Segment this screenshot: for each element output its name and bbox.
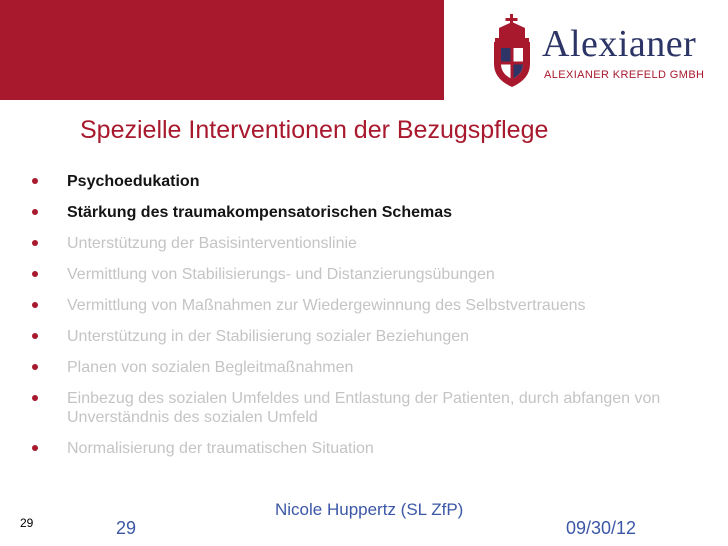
bullet-list — [30, 172, 710, 470]
bullet-text: Stärkung des traumakompensatorischen Schemas — [67, 204, 453, 221]
bullet-icon — [32, 178, 38, 184]
slide-title: Spezielle Interventionen der Bezugspflege — [80, 116, 549, 144]
bullet-text: Einbezug des sozialen Umfeldes und Entlastung der Patienten, durch abfangen von Unverständnis des sozialen Umfeld — [67, 390, 661, 426]
bullet-text: Vermittlung von Stabilisierungs- und Distanzierungsübungen — [67, 266, 495, 283]
bullet-icon — [32, 271, 38, 277]
bullet-icon — [32, 364, 38, 370]
church-crest-icon — [486, 14, 538, 90]
logo-subtitle: ALEXIANER KREFELD GMBH — [544, 69, 705, 81]
bullet-item — [30, 203, 710, 222]
bullet-text: Psychoedukation — [67, 173, 200, 190]
bullet-icon — [32, 209, 38, 215]
bullet-icon — [32, 240, 38, 246]
bullet-icon — [32, 333, 38, 339]
bullet-text: Normalisierung der traumatischen Situation — [67, 440, 374, 457]
bullet-item — [30, 296, 710, 315]
bullet-item — [30, 265, 710, 284]
bullet-item — [30, 358, 710, 377]
bullet-item — [30, 234, 710, 253]
bullet-text: Unterstützung der Basisinterventionslinie — [67, 235, 357, 252]
logo — [486, 14, 706, 94]
bullet-text: Unterstützung in der Stabilisierung sozialer Beziehungen — [67, 328, 470, 345]
header-band — [0, 0, 444, 100]
footer-author: Nicole Huppertz (SL ZfP) — [275, 500, 464, 519]
slide-counter: 29 — [20, 516, 34, 530]
bullet-icon — [32, 302, 38, 308]
bullet-item — [30, 172, 710, 191]
bullet-item — [30, 327, 710, 346]
bullet-icon — [32, 445, 38, 451]
bullet-text: Vermittlung von Maßnahmen zur Wiedergewinnung des Selbstvertrauens — [67, 297, 586, 314]
bullet-icon — [32, 395, 38, 401]
footer-page-number: 29 — [116, 518, 137, 538]
bullet-item — [30, 389, 710, 427]
bullet-item — [30, 439, 710, 458]
logo-wordmark: Alexianer — [542, 23, 697, 65]
footer-date: 09/30/12 — [566, 518, 637, 538]
bullet-text: Planen von sozialen Begleitmaßnahmen — [67, 359, 354, 376]
